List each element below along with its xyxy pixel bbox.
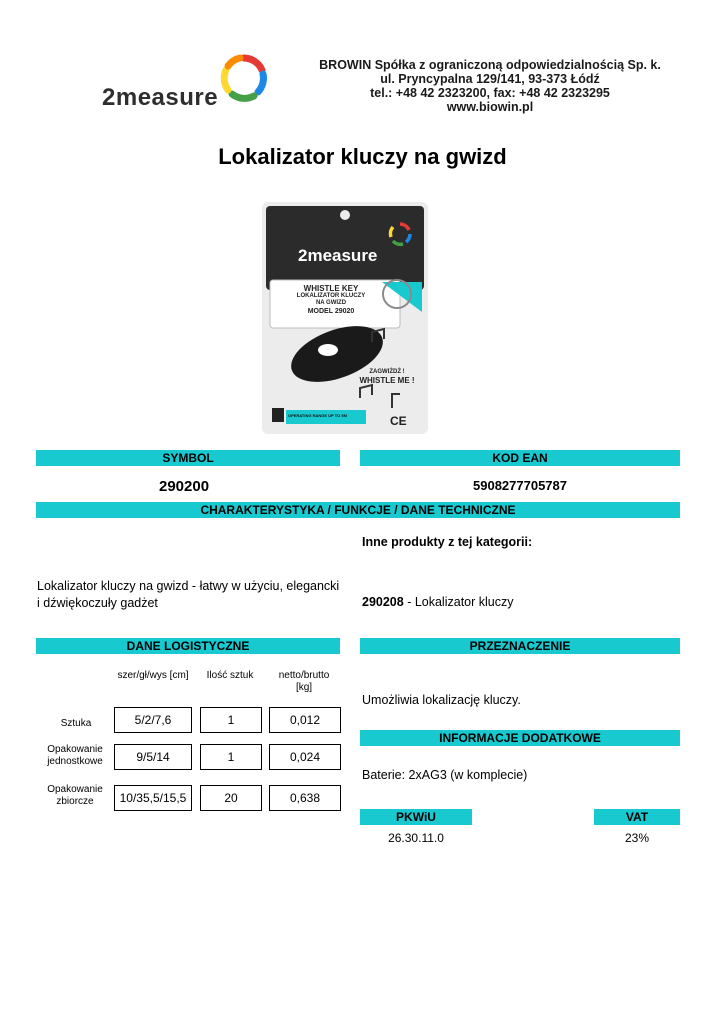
package-ce-mark: CE	[390, 414, 407, 428]
vat-value: 23%	[624, 831, 650, 845]
row-zbiorcze-dims: 10/35,5/15,5	[114, 785, 192, 811]
package-line1: WHISTLE KEY	[303, 284, 359, 293]
col-quantity: Ilość sztuk	[206, 670, 254, 681]
col-dimensions: szer/gł/wys [cm]	[117, 670, 189, 681]
row-label-sztuka: Sztuka	[60, 718, 92, 729]
purpose-header: PRZEZNACZENIE	[360, 638, 680, 654]
ean-header: KOD EAN	[360, 450, 680, 466]
brand-name: 2measure	[102, 84, 219, 111]
package-range: OPERATING RANGE UP TO 5M	[288, 413, 347, 418]
product-description: Lokalizator kluczy na gwizd - łatwy w użyciu, elegancki i dźwiękoczuły gadżet	[37, 579, 340, 610]
other-product-name: - Lokalizator kluczy	[403, 595, 514, 609]
other-product-item[interactable]	[362, 594, 513, 611]
row-label-zbiorcze: Opakowanie zbiorcze	[47, 784, 103, 807]
package-whistle2: WHISTLE ME !	[359, 376, 415, 385]
company-name: BROWIN Spółka z ograniczoną odpowiedzialnością Sp. k.	[319, 58, 661, 72]
page-title: Lokalizator kluczy na gwizd	[218, 144, 507, 169]
other-product-code: 290208	[362, 595, 404, 609]
symbol-header: SYMBOL	[36, 450, 340, 466]
company-address: ul. Pryncypalna 129/141, 93-373 Łódź	[380, 72, 600, 86]
row-sztuka-dims: 5/2/7,6	[114, 707, 192, 733]
brand-logo-ring-icon	[218, 52, 270, 104]
row-sztuka-weight: 0,012	[269, 707, 341, 733]
row-zbiorcze-qty: 20	[200, 785, 262, 811]
row-jednostkowe-qty: 1	[200, 744, 262, 770]
row-zbiorcze-weight: 0,638	[269, 785, 341, 811]
package-line3: NA GWIZD	[315, 300, 347, 306]
company-website[interactable]: www.biowin.pl	[446, 100, 534, 114]
ean-value: 5908277705787	[473, 478, 567, 493]
package-model: MODEL 29020	[307, 308, 355, 315]
other-products-heading: Inne produkty z tej kategorii:	[362, 535, 533, 549]
package-whistle	[350, 368, 424, 386]
row-sztuka-qty: 1	[200, 707, 262, 733]
col-weight: netto/brutto [kg]	[278, 670, 330, 693]
package-whistle1: ZAGWIŻDŻ !	[369, 369, 405, 375]
additional-text: Baterie: 2xAG3 (w komplecie)	[362, 768, 528, 782]
vat-header: VAT	[594, 809, 680, 825]
characteristics-header: CHARAKTERYSTYKA / FUNKCJE / DANE TECHNICZNE	[36, 502, 680, 518]
symbol-value: 290200	[159, 478, 210, 495]
row-label-jednostkowe: Opakowanie jednostkowe	[47, 744, 103, 767]
logistics-header: DANE LOGISTYCZNE	[36, 638, 340, 654]
company-phone: tel.: +48 42 2323200, fax: +48 42 2323295	[370, 86, 610, 100]
purpose-text: Umożliwia lokalizację kluczy.	[362, 693, 521, 707]
product-image	[262, 202, 428, 434]
row-jednostkowe-dims: 9/5/14	[114, 744, 192, 770]
package-text	[276, 284, 386, 317]
package-line2: LOKALIZATOR KLUCZY	[296, 293, 366, 299]
package-brand: 2measure	[298, 246, 378, 265]
row-jednostkowe-weight: 0,024	[269, 744, 341, 770]
pkwiu-header: PKWiU	[360, 809, 472, 825]
company-info	[300, 58, 680, 114]
additional-header: INFORMACJE DODATKOWE	[360, 730, 680, 746]
pkwiu-value: 26.30.11.0	[388, 831, 444, 845]
